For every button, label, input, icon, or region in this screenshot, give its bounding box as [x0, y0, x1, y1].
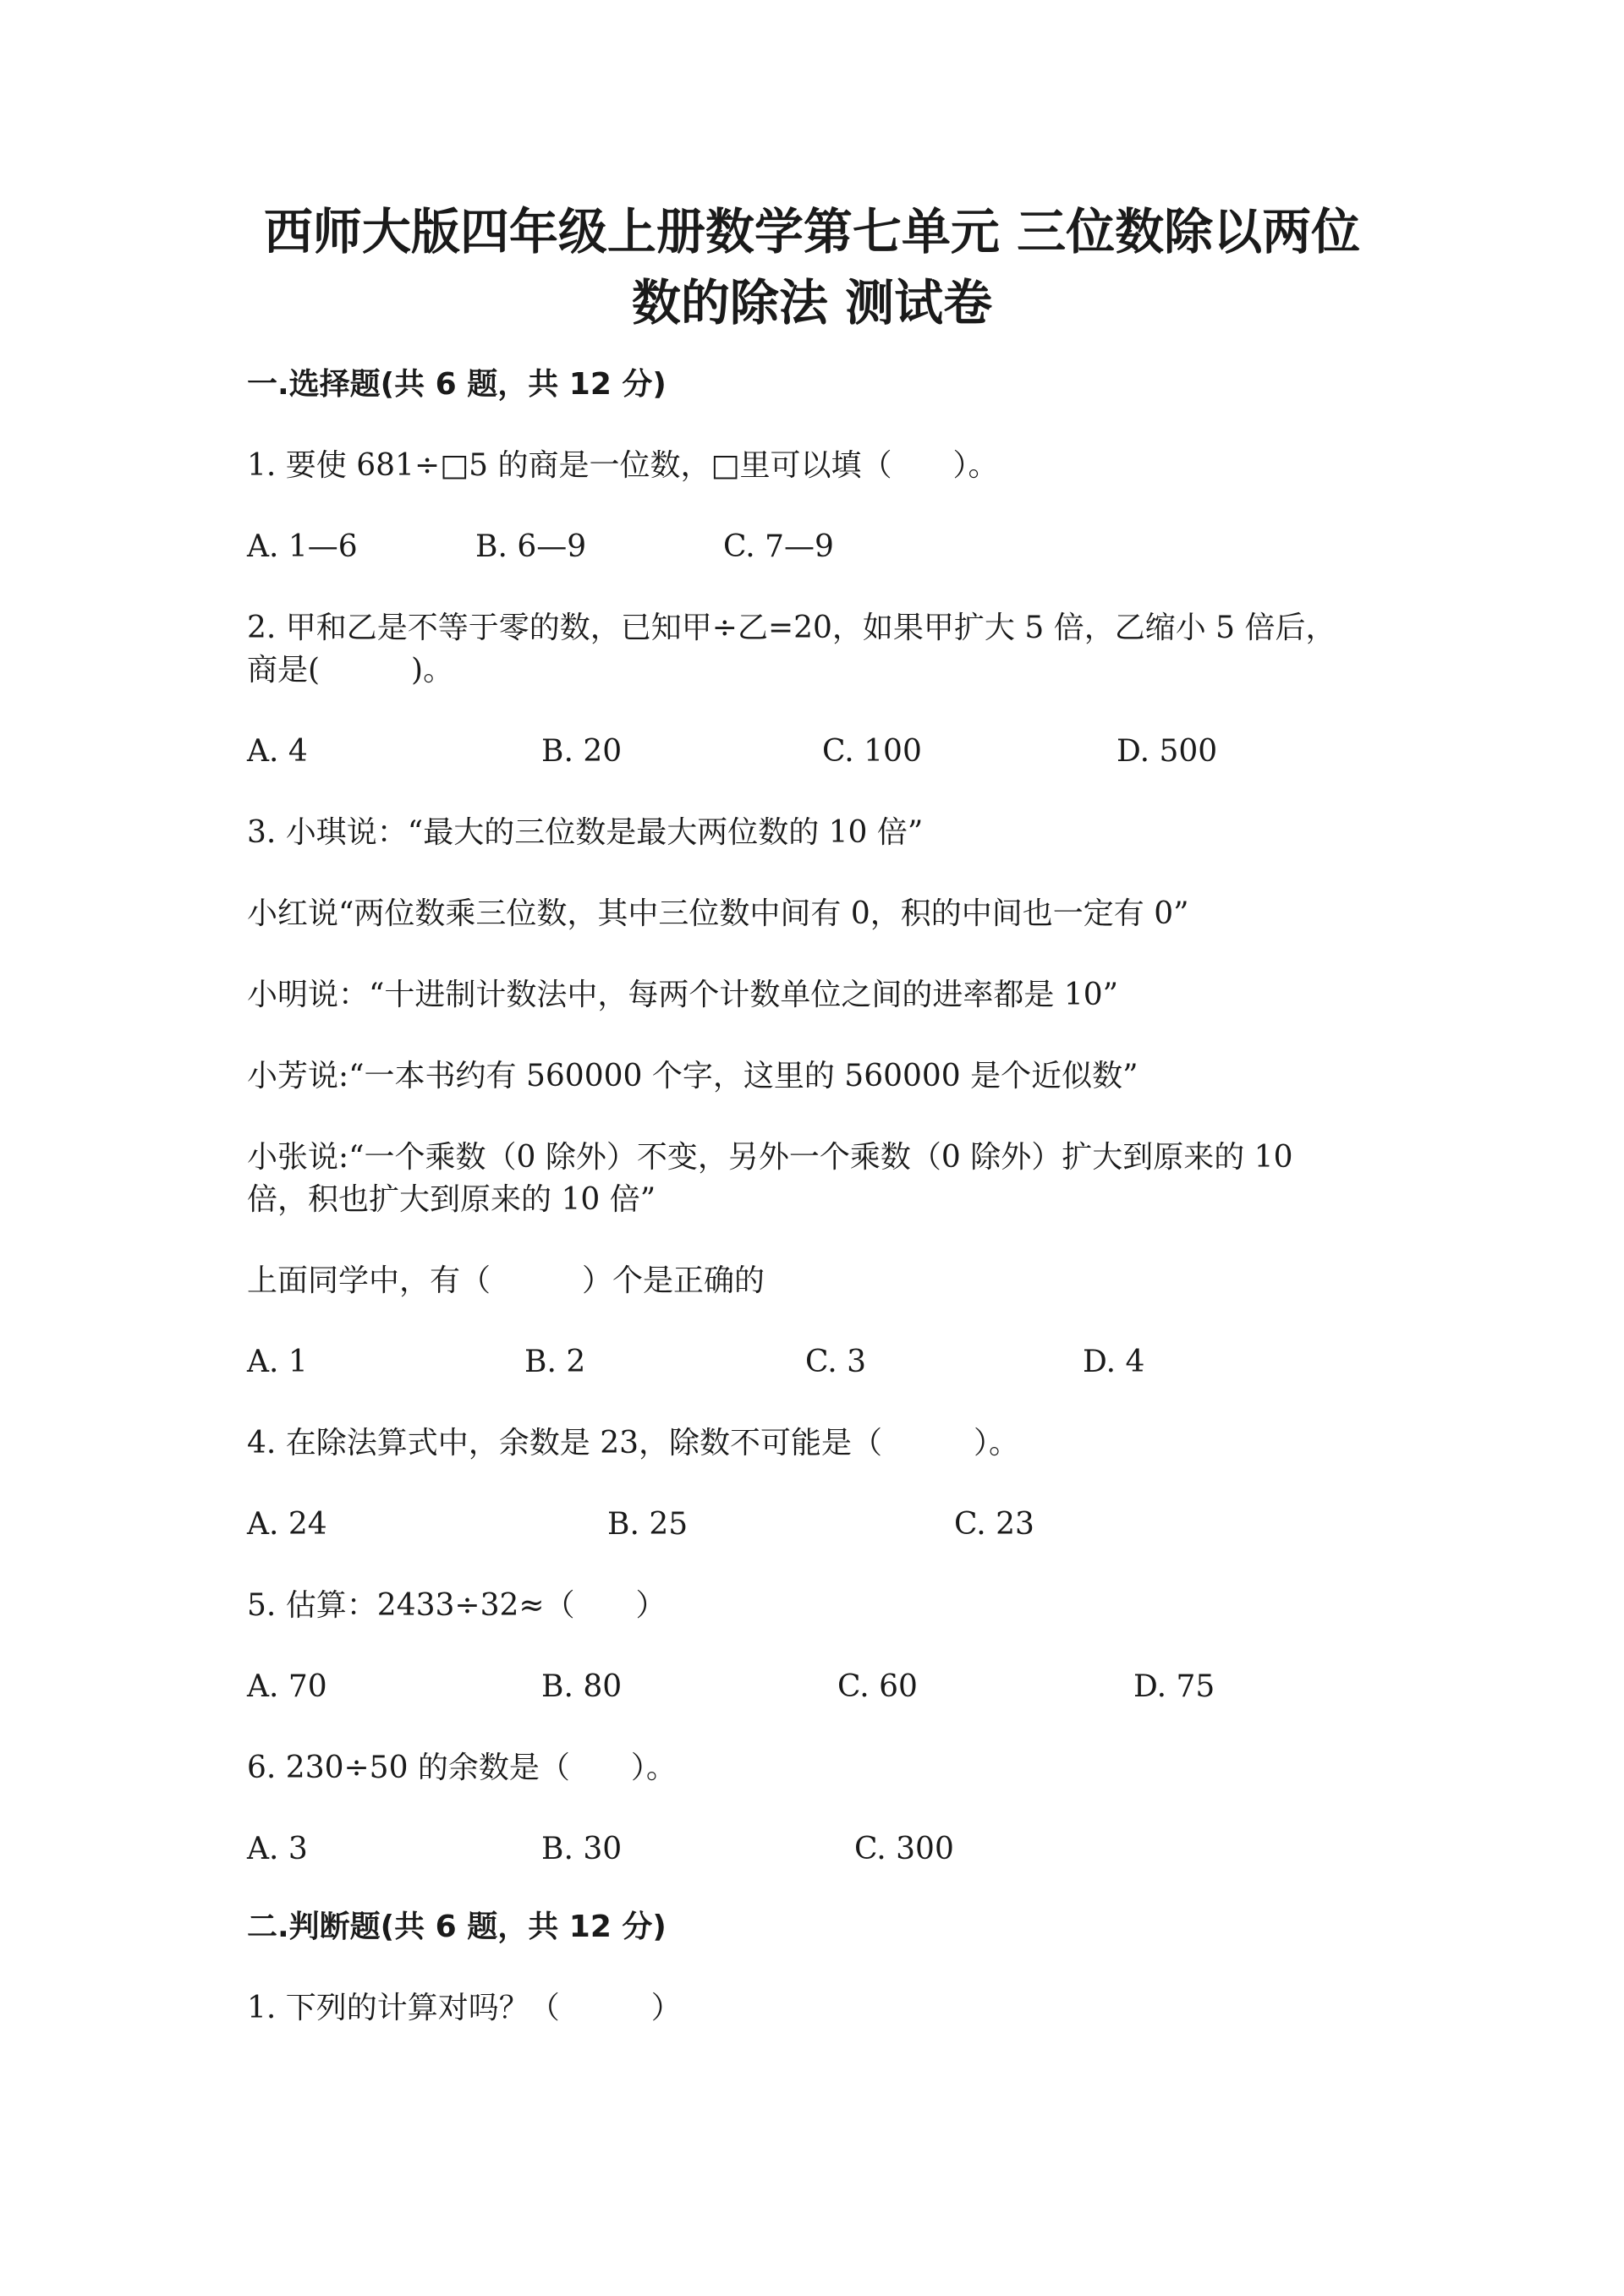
q2-option-d: D. 500	[1116, 734, 1218, 769]
section-header-judgement: 二.判断题(共 6 题，共 12 分)	[247, 1910, 667, 1944]
question-2-line-2: 商是( )。	[247, 653, 454, 688]
question-5: 5. 估算：2433÷32≈（ ）	[247, 1588, 667, 1623]
page-title-line-2: 数的除法 测试卷	[631, 274, 993, 332]
q2-option-a: A. 4	[247, 734, 308, 769]
q6-option-b: B. 30	[541, 1832, 623, 1866]
q3-option-b: B. 2	[524, 1345, 586, 1379]
q5-option-d: D. 75	[1133, 1669, 1215, 1704]
question-2-line-1: 2. 甲和乙是不等于零的数，已知甲÷乙=20，如果甲扩大 5 倍，乙缩小 5 倍后，	[247, 611, 1336, 645]
question-4: 4. 在除法算式中，余数是 23，除数不可能是（ ）。	[247, 1426, 1020, 1460]
q5-option-c: C. 60	[837, 1669, 918, 1704]
page-title-line-1: 西师大版四年级上册数学第七单元 三位数除以两位	[263, 203, 1361, 260]
q3-statement-xiaohong: 小红说“两位数乘三位数，其中三位数中间有 0，积的中间也一定有 0”	[247, 896, 1189, 931]
section-header-choice: 一.选择题(共 6 题，共 12 分)	[247, 367, 667, 402]
question-1: 1. 要使 681÷□5 的商是一位数，□里可以填（ ）。	[247, 448, 999, 483]
q4-option-b: B. 25	[607, 1507, 689, 1542]
q1-option-c: C. 7—9	[723, 529, 834, 564]
q6-option-a: A. 3	[247, 1832, 308, 1866]
q3-statement-xiaoming: 小明说：“十进制计数法中，每两个计数单位之间的进率都是 10”	[247, 978, 1119, 1012]
q3-option-a: A. 1	[247, 1345, 308, 1379]
q1-option-b: B. 6—9	[475, 529, 587, 564]
question-3: 3. 小琪说：“最大的三位数是最大两位数的 10 倍”	[247, 815, 924, 850]
q2-option-c: C. 100	[822, 734, 922, 769]
q3-option-d: D. 4	[1083, 1345, 1145, 1379]
judgement-question-1: 1. 下列的计算对吗？（ ）	[247, 1991, 682, 2025]
q5-option-a: A. 70	[247, 1669, 327, 1704]
q3-statement-xiaozhang-line-2: 倍，积也扩大到原来的 10 倍”	[247, 1182, 656, 1217]
q3-statement-xiaozhang-line-1: 小张说:“一个乘数（0 除外）不变，另外一个乘数（0 除外）扩大到原来的 10	[247, 1140, 1293, 1175]
q4-option-a: A. 24	[247, 1507, 327, 1542]
q1-option-a: A. 1—6	[247, 529, 358, 564]
q4-option-c: C. 23	[954, 1507, 1034, 1542]
q3-option-c: C. 3	[805, 1345, 867, 1379]
q2-option-b: B. 20	[541, 734, 623, 769]
q5-option-b: B. 80	[541, 1669, 623, 1704]
q3-statement-xiaofang: 小芳说:“一本书约有 560000 个字，这里的 560000 是个近似数”	[247, 1059, 1138, 1093]
q3-prompt: 上面同学中，有（ ）个是正确的	[247, 1263, 765, 1298]
question-6: 6. 230÷50 的余数是（ ）。	[247, 1751, 677, 1785]
q6-option-c: C. 300	[854, 1832, 954, 1866]
